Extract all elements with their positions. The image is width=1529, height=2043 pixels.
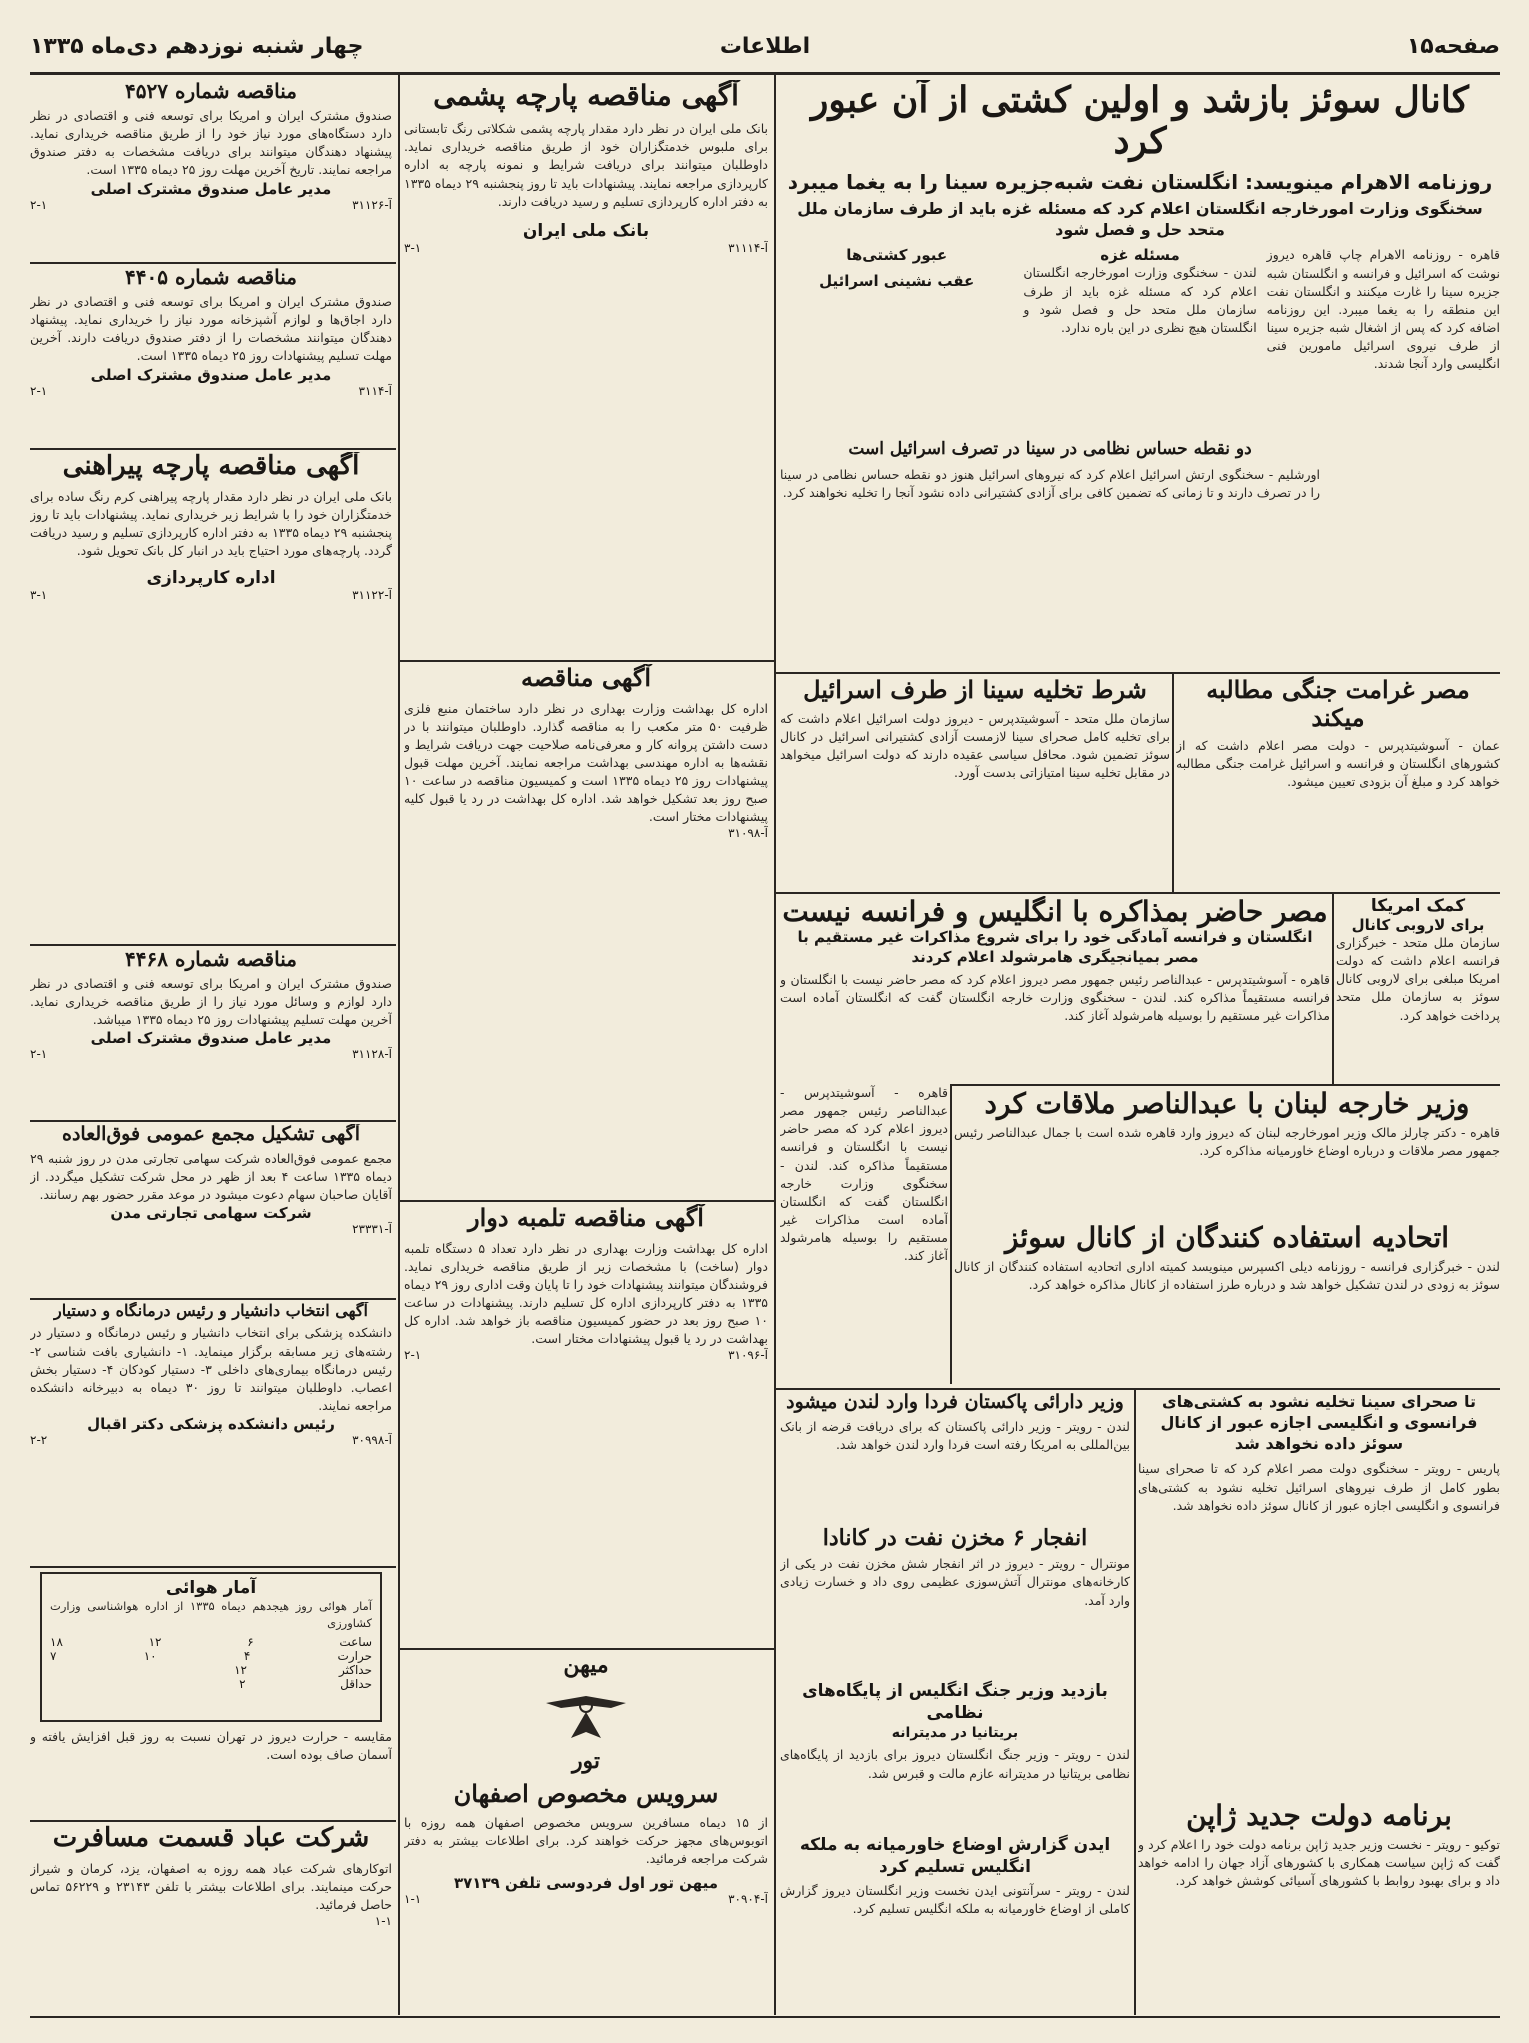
pump-body: اداره کل بهداشت وزارت بهداری در نظر دارد تعداد ۵ دستگاه تلمبه دوار (ساخت) با مشخصات زیر از طریق مناقصه خریداری نماید. فروشندگان میتوانند پیشنهادات خود را تا پایان وقت اداری روز ۲۹ دیماه ۱۳۳۵ به دفتر کارپردازی اداره کل تسلیم دارند. پیشنهادات در ساعت ۱۰ صبح روز بعد در حضور کمیسیون مناقصه باز خواهد شد. اداره کل بهداشت در رد یا قبول پیشنهادات مختار است. xyxy=(404,1240,768,1347)
tender-title: آگهی مناقصه xyxy=(520,664,652,692)
compare-body: مقایسه - حرارت دیروز در تهران نسبت به روز قبل افزایش یافته و آسمان صاف بوده است. xyxy=(30,1729,392,1763)
t4468-sig: مدیر عامل صندوق مشترک اصلی xyxy=(90,1029,332,1048)
assembly-title: آگهی تشکیل مجمع عمومی فوق‌العاده xyxy=(62,1124,360,1145)
canada-headline: انفجار ۶ مخزن نفت در کانادا xyxy=(822,1526,1088,1551)
suez-headline: کانال سوئز بازشد و اولین کشتی از آن عبور کرد xyxy=(811,80,1469,163)
t4405-title: مناقصه شماره ۴۴۰۵ xyxy=(125,266,297,289)
suez-subheadline-1: روزنامه الاهرام مینویسد: انگلستان نفت شبه‌جزیره سینا را به یغما میبرد xyxy=(787,169,1493,194)
mideast-body: لندن - رویتر - سرآنتونی ایدن نخست وزیر انگلستان دیروز گزارش کاملی از اوضاع خاورمیانه به ملکه انگلیس تسلیم کرد. xyxy=(780,1883,1130,1917)
logo-word-2: تور xyxy=(571,1748,601,1774)
rule-l2 xyxy=(30,448,396,450)
t4527-title: مناقصه شماره ۴۵۲۷ xyxy=(125,80,297,103)
pump-code2: ۲-۱ xyxy=(404,1348,422,1363)
rule-l3 xyxy=(30,944,396,946)
shirt-code: آ-۳۱۱۲۲ xyxy=(352,588,392,603)
america-title: کمک امریکا xyxy=(1370,896,1466,916)
isfahan-code2: ۱-۱ xyxy=(404,1891,422,1906)
france-body: پاریس - رویتر - سخنگوی دولت مصر اعلام کرد که تا صحرای سینا بطور کامل از طرف نیروهای اسرائیل تخلیه نشود به کشتی‌های فرانسوی و انگلیسی اجازه عبور از کانال سوئز داده نخواهد شد. xyxy=(1138,1461,1500,1513)
assembly-ad xyxy=(30,1124,392,1294)
rule-h xyxy=(1134,1388,1136,2015)
shirt-title: آگهی مناقصه پارچه پیراهنی xyxy=(62,452,360,481)
bus-code: ۱-۱ xyxy=(374,1914,392,1929)
t4468-ad xyxy=(30,948,392,1118)
lebanon-body: قاهره - دکتر چارلز مالک وزیر امورخارجه لبنان که دیروز وارد قاهره شده است با جمال عبدالناصر رئیس جمهور مصر ملاقات و درباره اوضاع خاورمیانه مذاکره کرد. xyxy=(954,1125,1500,1159)
weather-title: آمار هوائی xyxy=(165,1578,257,1598)
divider-2 xyxy=(774,75,776,2015)
suez-subheadline-2: سخنگوی وزارت امورخارجه انگلستان اعلام کرد که مسئله غزه باید از طرف سازمان ملل متحد حل و فصل شود xyxy=(797,198,1483,239)
logo-word-1: میهن xyxy=(563,1652,609,1678)
rule-l7 xyxy=(30,1820,396,1822)
shirt-ad xyxy=(30,452,392,922)
suez-body-2: لندن - سخنگوی وزارت امورخارجه انگلستان اعلام کرد که مسئله غزه باید از طرف سازمان ملل متحد حل و فصل شود و انگلستان هیچ نظری در این باره ندارد. xyxy=(1023,265,1257,335)
isfahan-title: سرویس مخصوص اصفهان xyxy=(453,1779,719,1808)
shirt-body: بانک ملی ایران در نظر دارد مقدار پارچه پیراهنی کرم رنگ ساده برای خدمتگزاران خود را با شرایط زیر خریداری نماید. پیشنهادات باید تا روز پنجشنبه ۲۹ دیماه ۱۳۳۵ به دفتر اداره کارپردازی تسلیم و رسید دریافت گردد. پارچه‌های مورد احتیاج باید در انبار کل بانک تحویل شود. xyxy=(30,488,392,559)
bus-title: شرکت عباد قسمت مسافرت xyxy=(52,1824,370,1853)
issue-date: چهار شنبه نوزدهم دی‌ماه ۱۳۳۵ xyxy=(30,34,364,59)
visit-body: لندن - رویتر - وزیر جنگ انگلستان دیروز برای بازدید از پایگاه‌های نظامی بریتانیا در مدیترانه عازم مالت و قبرس شد. xyxy=(780,1747,1130,1781)
paper-name: اطلاعات xyxy=(719,34,811,59)
rule-e xyxy=(950,1084,1500,1086)
pump-ad xyxy=(404,1204,768,1644)
tender-code: آ-۳۱۰۹۸ xyxy=(728,826,768,841)
masthead-rule xyxy=(30,72,1500,75)
t4527-code2: ۲-۱ xyxy=(30,197,48,212)
t4527-sig: مدیر عامل صندوق مشترک اصلی xyxy=(90,179,332,198)
america-sub: برای لاروبی کانال xyxy=(1351,916,1485,934)
shirt-code2: ۳-۱ xyxy=(30,588,48,603)
weather-box xyxy=(40,1572,382,1722)
mideast-headline: ایدن گزارش اوضاع خاورمیانه به ملکه انگلیس تسلیم کرد xyxy=(799,1835,1111,1878)
weather-row: حداقل ۲ xyxy=(239,1677,372,1692)
sinai-headline: دو نقطه حساس نظامی در سینا در تصرف اسرائیل است xyxy=(848,440,1252,459)
japan-article xyxy=(1138,1800,1500,2015)
side-news-body: قاهره - آسوشیتدپرس - عبدالناصر رئیس جمهور مصر دیروز اعلام کرد که مصر حاضر نیست با انگلستان و فرانسه مستقیماً مذاکره کند. لندن - سخنگوی وزارت خارجه انگلستان گفت که انگلستان آماده است مذاکرات غیر مستقیم را بوسیله هامرشولد آغاز کند. xyxy=(780,1085,948,1264)
pakistan-article xyxy=(780,1392,1130,1522)
negotiate-article xyxy=(780,896,1330,1076)
page-label: صفحه۱۵ xyxy=(1406,34,1500,59)
sinai-article xyxy=(780,440,1320,670)
pakistan-headline: وزیر دارائی پاکستان فردا وارد لندن میشود xyxy=(786,1392,1124,1413)
negotiate-sub: انگلستان و فرانسه آمادگی خود را برای شروع مذاکرات غیر مستقیم با مصر بمیانجیگری هامرشولد اعلام کردند xyxy=(797,928,1313,966)
gaza-label: مسئله غزه xyxy=(1100,246,1180,265)
election-code: آ-۳۰۹۹۸ xyxy=(352,1433,392,1448)
weather-table xyxy=(50,1635,372,1691)
claims-article xyxy=(1176,676,1500,886)
canada-article xyxy=(780,1526,1130,1676)
tender-ad xyxy=(404,664,768,1194)
tender-body: اداره کل بهداشت وزارت بهداری در نظر دارد ساختمان منبع فلزی ظرفیت ۵۰ متر مکعب را به مناقصه گذارد. داوطلبان میتوانند با در دست داشتن پروانه کار و معرفی‌نامه صلاحیت جهت دریافت شرایط و نقشه‌ها به اداره مهندسی بهداشت مراجعه نمایند. آخرین مهلت قبول پیشنهادات روز ۲۵ دیماه ۱۳۳۵ است و کمیسیون مناقصه در ساعت ۱۰ صبح روز بعد تشکیل خواهد شد. اداره کل بهداشت در رد یا قبول کلیه پیشنهادات مختار است. xyxy=(404,700,768,825)
rule-b xyxy=(1172,674,1174,892)
t4527-code: آ-۳۱۱۲۶ xyxy=(352,197,392,212)
isfahan-code: آ-۳۰۹۰۴ xyxy=(728,1891,768,1906)
weather-row: حرارت ۴ ۱۰ ۷ xyxy=(50,1649,372,1664)
canada-body: مونترال - رویتر - دیروز در اثر انفجار شش مخزن نفت در یکی از کارخانه‌های مونترال آتش‌سوزی عظیمی روی داد و خسارت زیادی وارد آمد. xyxy=(780,1556,1130,1608)
japan-body: توکیو - رویتر - نخست وزیر جدید ژاپن برنامه دولت خود را اعلام کرد و گفت که ژاپن سیاست همکاری با کشورهای آزاد جهان را ادامه خواهد داد و برای بهبود روابط با کشورهای آسیائی کوشش خواهد کرد. xyxy=(1138,1837,1500,1889)
rule-l4 xyxy=(30,1120,396,1122)
election-code2: ۲-۲ xyxy=(30,1433,48,1448)
evac-article xyxy=(780,676,1170,876)
t4405-code: آ-۳۱۱۴ xyxy=(358,383,392,398)
t4468-title: مناقصه شماره ۴۴۶۸ xyxy=(125,948,297,971)
t4527-ad xyxy=(30,80,392,260)
t4468-code2: ۲-۱ xyxy=(30,1047,48,1062)
divider-3 xyxy=(398,75,400,2015)
weather-row: ساعت ۶ ۱۲ ۱۸ xyxy=(50,1635,372,1650)
rule-m3 xyxy=(400,1648,774,1650)
france-headline: تا صحرای سینا تخلیه نشود به کشتی‌های فرانسوی و انگلیسی اجازه عبور از کانال سوئز داده نخواهد شد xyxy=(1160,1392,1478,1453)
cloth-body: بانک ملی ایران در نظر دارد مقدار پارچه پشمی شکلاتی رنگ تابستانی برای ملبوس خدمتگزاران خود از طریق مناقصه خریداری نماید. داوطلبان میتوانند برای دریافت شرایط و نمونه پارچه به اداره کارپردازی مراجعه نمایند. پیشنهادات باید تا روز پنجشنبه ۲۹ دیماه ۱۳۳۵ به دفتر اداره کارپردازی تسلیم و رسید دریافت دارند. xyxy=(404,121,768,209)
t4527-body: صندوق مشترک ایران و امریکا برای توسعه فنی و اقتصادی در نظر دارد دستگاه‌های مورد نیاز خود را از طریق مناقصه خریداری نماید. پیشنهاد دهندگان میتوانند برای دریافت مشخصات به دفتر صندوق مراجعه نمایند. تاریخ آخرین مهلت روز ۲۵ دیماه ۱۳۳۵ است. xyxy=(30,108,392,178)
masthead xyxy=(30,30,1500,70)
cloth-code2: ۳-۱ xyxy=(404,240,422,255)
assembly-sig: شرکت سهامی تجارتی مدن xyxy=(110,1204,312,1223)
weather-row: حداکثر ۱۲ xyxy=(234,1663,372,1678)
union-headline: اتحادیه استفاده کنندگان از کانال سوئز xyxy=(1004,1222,1450,1254)
claims-headline: مصر غرامت جنگی مطالبه میکند xyxy=(1206,676,1470,732)
france-article xyxy=(1138,1392,1500,1792)
pakistan-body: لندن - رویتر - وزیر دارائی پاکستان که برای دریافت قرضه از بانک بین‌المللی به امریکا رفته است فردا وارد لندن خواهد شد. xyxy=(780,1418,1130,1452)
sinai-body: اورشلیم - سخنگوی ارتش اسرائیل اعلام کرد که نیروهای اسرائیل هنوز دو نقطه حساس نظامی در سینا را در تصرف دارند و تا زمانی که تضمین کافی برای آزادی کشتیرانی داده نشود آنجا را تخلیه نخواهند کرد. xyxy=(780,466,1320,500)
cloth-ad xyxy=(404,80,768,660)
cloth-title: آگهی مناقصه پارچه پشمی xyxy=(433,80,739,112)
lebanon-article xyxy=(954,1088,1500,1218)
election-ad xyxy=(30,1302,392,1562)
pump-title: آگهی مناقصه تلمبه دوار xyxy=(468,1204,704,1232)
evac-body: سازمان ملل متحد - آسوشیتدپرس - دیروز دولت اسرائیل اعلام داشت که برای تخلیه کامل صحرای سینا لازمست آزادی کشتیرانی اسرائیل در کانال سوئز تضمین شود. محافل سیاسی عقیده دارند که دولت اسرائیل میخواهد در مقابل تخلیه سینا امتیازاتی بدست آورد. xyxy=(780,710,1170,780)
t4468-body: صندوق مشترک ایران و امریکا برای توسعه فنی و اقتصادی در نظر دارد لوازم و وسائل مورد نیاز را از طریق مناقصه خریداری نماید. آخرین مهلت تسلیم پیشنهادات روز ۲۵ دیماه ۱۳۳۵ میباشد. xyxy=(30,976,392,1028)
claims-body: عمان - آسوشیتدپرس - دولت مصر اعلام داشت که از کشورهای انگلستان و فرانسه و اسرائیل غرامت جنگی مطالبه خواهد کرد و مبلغ آن بزودی تعیین میشود. xyxy=(1176,738,1500,790)
visit-headline: بازدید وزیر جنگ انگلیس از پایگاه‌های نظامی xyxy=(802,1681,1108,1724)
rule-f xyxy=(950,1084,952,1384)
suez-article xyxy=(780,80,1500,440)
t4405-code2: ۲-۱ xyxy=(30,383,48,398)
election-body: دانشکده پزشکی برای انتخاب دانشیار و رئیس درمانگاه و دستیار در رشته‌های زیر مسابقه برگزار مینماید. ۱- دانشیاری بافت شناسی ۲- رئیس درمانگاه بیماری‌های داخلی ۳- دستیار کودکان ۴- دستیار بخش اعصاب. داوطلبان میتوانند تا روز ۳۰ دیماه به دبیرخانه دانشکده مراجعه نمایند. xyxy=(30,1325,392,1413)
suez-body-1: قاهره - روزنامه الاهرام چاپ قاهره دیروز نوشت که اسرائیل و فرانسه و انگلستان شبه جزیره سینا را غارت میکنند و انگلستان نفت این منطقه را به یغما میبرد. این روزنامه اضافه کرد که پس از اشغال شبه جزیره سینا از طرف نیروی اسرائیل مامورین فنی انگلیسی وارد آنجا شدند. xyxy=(1266,247,1500,372)
faravahar-icon xyxy=(541,1678,631,1748)
negotiate-body: قاهره - آسوشیتدپرس - عبدالناصر رئیس جمهور مصر دیروز اعلام کرد که مصر حاضر نیست با انگلستان و فرانسه مستقیماً مذاکره کند. لندن - سخنگوی وزارت خارجه انگلستان گفت که انگلستان آماده است مذاکرات غیر مستقیم را بوسیله هامرشولد آغاز کند. xyxy=(780,972,1330,1024)
bus-body: اتوکارهای شرکت عباد همه روزه به اصفهان، یزد، کرمان و شیراز حرکت مینمایند. برای اطلاعات بیشتر با تلفن ۲۳۱۴۳ و ۵۶۲۲۹ تماس حاصل فرمائید. xyxy=(30,1860,392,1913)
bus-ad xyxy=(30,1824,392,2014)
t4468-code: آ-۳۱۱۲۸ xyxy=(352,1047,392,1062)
pump-code: آ-۳۱۰۹۶ xyxy=(728,1348,768,1363)
negotiate-headline: مصر حاضر بمذاکره با انگلیس و فرانسه نیست xyxy=(782,896,1328,928)
retreat-title: عقب نشینی اسرائیل xyxy=(819,272,975,291)
rule-m1 xyxy=(400,660,774,662)
assembly-body: مجمع عمومی فوق‌العاده شرکت سهامی تجارتی مدن در روز شنبه ۲۹ دیماه ۱۳۳۵ ساعت ۴ بعد از ظهر در محل شرکت تشکیل میگردد. از آقایان صاحبان سهام دعوت میشود در موعد مقرر حضور بهم رسانند. xyxy=(30,1150,392,1203)
rule-c xyxy=(776,892,1500,894)
rule-m2 xyxy=(400,1200,774,1202)
assembly-code: آ-۲۳۳۳۱ xyxy=(352,1222,392,1237)
rule-l1 xyxy=(30,262,396,264)
cloth-code: آ-۳۱۱۱۴ xyxy=(728,240,768,255)
visit-article xyxy=(780,1680,1130,1830)
isfahan-body: از ۱۵ دیماه مسافرین سرویس مخصوص اصفهان همه روزه با اتوبوس‌های مجهز حرکت خواهند کرد. برای اطلاعات بیشتر به دفتر شرکت مراجعه فرمائید. xyxy=(404,1814,768,1866)
sinking-title: عبور کشتی‌ها xyxy=(846,246,948,265)
japan-headline: برنامه دولت جدید ژاپن xyxy=(1186,1800,1452,1832)
election-title: آگهی انتخاب دانشیار و رئیس درمانگاه و دستیار xyxy=(54,1302,368,1320)
compare-note xyxy=(30,1728,392,1818)
t4405-body: صندوق مشترک ایران و امریکا برای توسعه فنی و اقتصادی در نظر دارد اجاق‌ها و لوازم آشپزخانه مورد نیاز را خریداری نماید. پیشنهاد دهندگان میتوانند مشخصات را از دفتر صندوق دریافت دارند. آخرین مهلت تسلیم پیشنهادات روز ۲۵ دیماه ۱۳۳۵ است. xyxy=(30,294,392,364)
rule-d xyxy=(1332,894,1334,1084)
shirt-sig: اداره کارپردازی xyxy=(146,568,276,589)
rule-l5 xyxy=(30,1298,396,1300)
t4405-sig: مدیر عامل صندوق مشترک اصلی xyxy=(90,365,332,384)
t4405-ad xyxy=(30,266,392,446)
mideast-article xyxy=(780,1834,1130,2014)
weather-intro: آمار هوائی روز هیجدهم دیماه ۱۳۳۵ از اداره هواشناسی وزارت کشاورزی xyxy=(50,1599,372,1630)
mihan-tour-logo xyxy=(404,1652,768,1774)
evac-headline: شرط تخلیه سینا از طرف اسرائیل xyxy=(803,676,1147,704)
visit-sub: بریتانیا در مدیترانه xyxy=(891,1725,1019,1742)
america-article xyxy=(1336,896,1500,1082)
isfahan-addr: میهن تور اول فردوسی تلفن ۳۷۱۳۹ xyxy=(453,1873,718,1892)
bottom-rule xyxy=(30,2016,1500,2018)
rule-l6 xyxy=(30,1566,396,1568)
rule-a xyxy=(776,672,1500,674)
union-body: لندن - خبرگزاری فرانسه - روزنامه دیلی اکسپرس مینویسد کمیته اداری اتحادیه استفاده کنندگان از کانال سوئز به زودی در لندن تشکیل خواهد شد و درباره طرز استفاده از کانال مذاکره خواهد کرد. xyxy=(954,1259,1500,1293)
america-body: سازمان ملل متحد - خبرگزاری فرانسه اعلام داشت که دولت امریکا مبلغی برای لاروبی کانال سوئز به سازمان ملل متحد پرداخت خواهد کرد. xyxy=(1336,935,1500,1023)
isfahan-ad xyxy=(404,1652,768,2012)
election-sig: رئیس دانشکده پزشکی دکتر اقبال xyxy=(87,1415,335,1434)
union-article xyxy=(954,1222,1500,1372)
lebanon-headline: وزیر خارجه لبنان با عبدالناصر ملاقات کرد xyxy=(984,1088,1470,1120)
cloth-sig: بانک ملی ایران xyxy=(522,220,650,241)
rule-g xyxy=(776,1388,1500,1390)
side-news xyxy=(780,1084,948,1384)
